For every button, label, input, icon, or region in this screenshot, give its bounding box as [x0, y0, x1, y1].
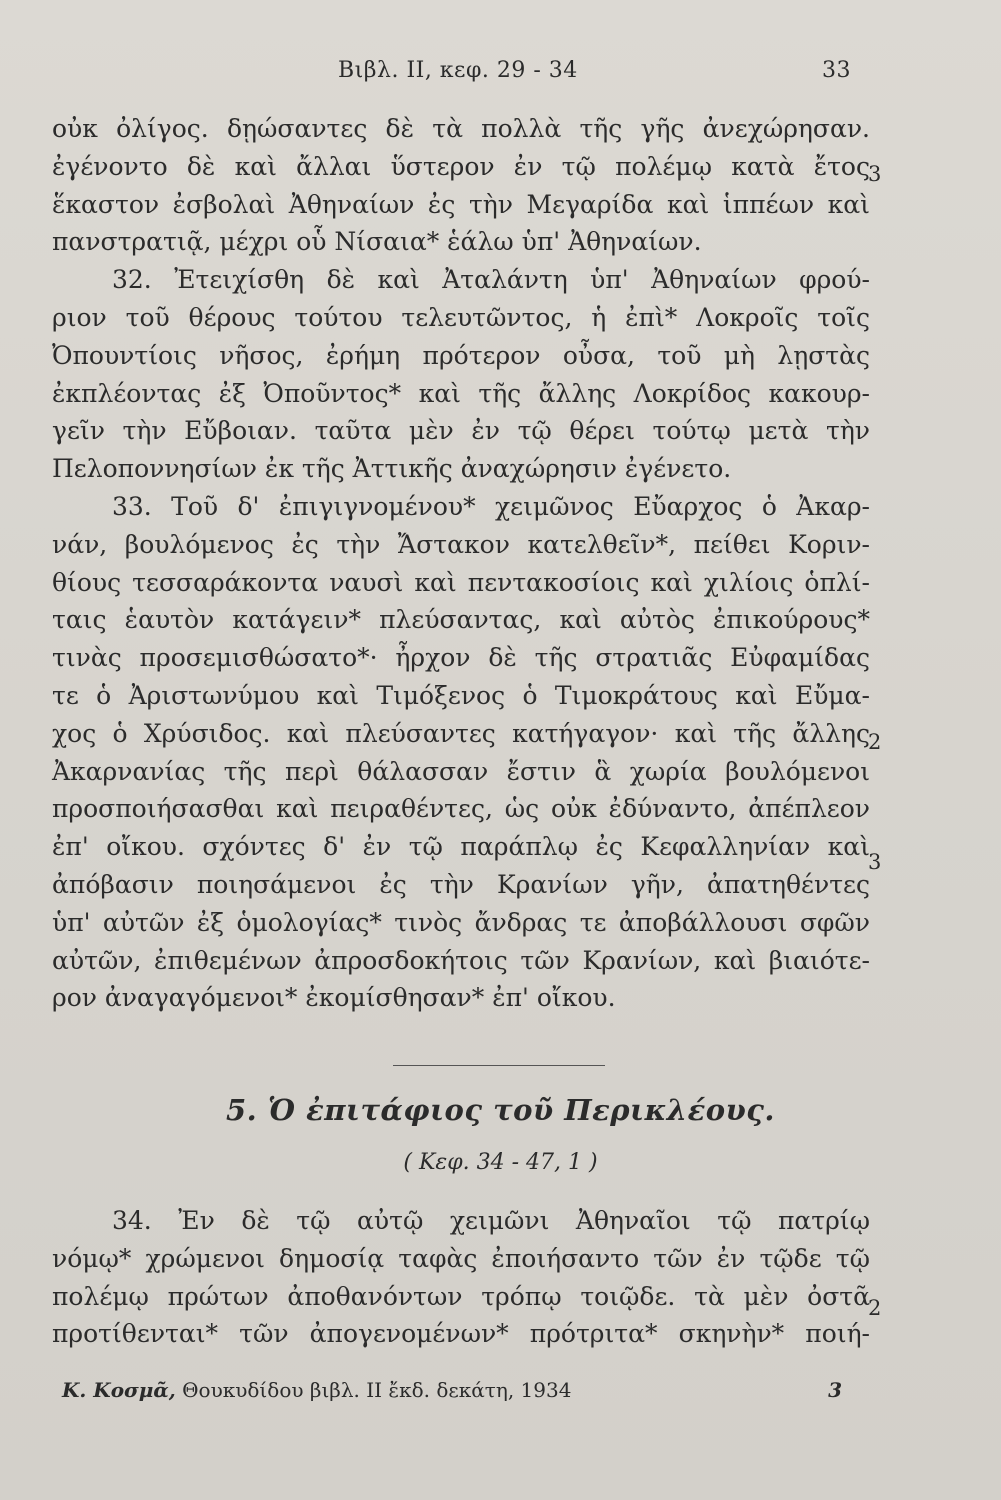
section-text: [52, 1202, 870, 1353]
text-line: τινὰς προσεμισθώσατο*· ἦρχον δὲ τῆς στρατιᾶς Εὐφαμίδας: [52, 643, 870, 673]
text-line: νόμῳ* χρώμενοι δημοσίᾳ ταφὰς ἐποιήσαντο τῶν ἐν τῷδε τῷ: [52, 1243, 870, 1273]
text-line: ταις ἑαυτὸν κατάγειν* πλεύσαντας, καὶ αὐτὸς ἐπικούρους*: [52, 605, 870, 635]
footer-citation: [62, 1378, 571, 1402]
text-line: Ἀκαρνανίας τῆς περὶ θάλασσαν ἔστιν ἃ χωρία βουλόμενοι: [52, 756, 870, 786]
margin-line-number: 2: [868, 1296, 882, 1320]
text-line: γεῖν τὴν Εὔβοιαν. ταῦτα μὲν ἐν τῷ θέρει τούτῳ μετὰ τὴν: [52, 416, 870, 446]
text-line: πανστρατιᾷ, μέχρι οὗ Νίσαια* ἑάλω ὑπ' Ἀθηναίων.: [52, 227, 702, 257]
text-line: ἕκαστον ἐσβολαὶ Ἀθηναίων ἐς τὴν Μεγαρίδα καὶ ἱππέων καὶ: [52, 189, 870, 219]
text-line: προτίθενται* τῶν ἀπογενομένων* πρότριτα* σκηνὴν* ποιή-: [52, 1319, 870, 1349]
text-line: αὐτῶν, ἐπιθεμένων ἀπροσδοκήτοις τῶν Κρανίων, καὶ βιαιότε-: [52, 945, 870, 975]
text-line: ὑπ' αὐτῶν ἐξ ὁμολογίας* τινὸς ἄνδρας τε ἀποβάλλουσι σφῶν: [52, 907, 870, 937]
margin-line-number: 3: [868, 850, 882, 874]
signature-mark: 3: [828, 1378, 842, 1402]
text-line: ἐγένοντο δὲ καὶ ἄλλαι ὕστερον ἐν τῷ πολέμῳ κατὰ ἔτος: [52, 151, 870, 181]
running-title: Βιβλ. II, κεφ. 29 - 34: [338, 58, 578, 83]
text-line: νάν, βουλόμενος ἐς τὴν Ἄστακον κατελθεῖν*, πείθει Κοριν-: [52, 529, 870, 559]
text-line: 33. Τοῦ δ' ἐπιγιγνομένου* χειμῶνος Εὔαρχος ὁ Ἀκαρ-: [112, 491, 870, 521]
page-number: 33: [822, 58, 851, 83]
text-line: 32. Ἐτειχίσθη δὲ καὶ Ἀταλάντη ὑπ' Ἀθηναίων φρού-: [112, 265, 870, 295]
section-title: 5. Ὁ ἐπιτάφιος τοῦ Περικλέους.: [226, 1093, 775, 1127]
text-line: οὐκ ὀλίγος. δῃώσαντες δὲ τὰ πολλὰ τῆς γῆς ἀνεχώρησαν.: [52, 114, 870, 143]
text-line: Ὀπουντίοις νῆσος, ἐρήμη πρότερον οὖσα, τοῦ μὴ λῃστὰς: [52, 340, 870, 370]
footer-citation-text: Θουκυδίδου βιβλ. II ἔκδ. δεκάτη, 1934: [182, 1378, 572, 1402]
main-text: [52, 110, 870, 1017]
section-subtitle: ( Κεφ. 34 - 47, 1 ): [403, 1150, 598, 1175]
text-line: ἐκπλέοντας ἐξ Ὀποῦντος* καὶ τῆς ἄλλης Λοκρίδος κακουρ-: [52, 378, 870, 408]
text-line: Πελοποννησίων ἐκ τῆς Ἀττικῆς ἀναχώρησιν ἐγένετο.: [52, 454, 732, 484]
page-footer: [62, 1378, 842, 1408]
margin-line-number: 2: [868, 730, 882, 754]
margin-line-number: 3: [868, 162, 882, 186]
text-line: ρον ἀναγαγόμενοι* ἐκομίσθησαν* ἐπ' οἴκου.: [52, 983, 616, 1013]
text-line: 34. Ἐν δὲ τῷ αὐτῷ χειμῶνι Ἀθηναῖοι τῷ πατρίῳ: [112, 1206, 870, 1235]
text-line: ριον τοῦ θέρους τούτου τελευτῶντος, ἡ ἐπὶ* Λοκροῖς τοῖς: [52, 302, 870, 332]
text-line: χος ὁ Χρύσιδος. καὶ πλεύσαντες κατήγαγον· καὶ τῆς ἄλλης: [52, 718, 870, 748]
section-divider: [393, 1065, 605, 1066]
text-line: προσποιήσασθαι καὶ πειραθέντες, ὡς οὐκ ἐδύναντο, ἀπέπλεον: [52, 794, 870, 824]
text-line: ἀπόβασιν ποιησάμενοι ἐς τὴν Κρανίων γῆν, ἀπατηθέντες: [52, 869, 870, 899]
running-header: [0, 58, 1001, 90]
text-line: τε ὁ Ἀριστωνύμου καὶ Τιμόξενος ὁ Τιμοκράτους καὶ Εὔμα-: [52, 680, 870, 710]
text-line: θίους τεσσαράκοντα ναυσὶ καὶ πεντακοσίοις καὶ χιλίοις ὁπλί-: [52, 567, 870, 597]
footer-author: Κ. Κοσμᾶ,: [62, 1378, 176, 1402]
text-line: πολέμῳ πρώτων ἀποθανόντων τρόπῳ τοιῷδε. τὰ μὲν ὀστᾶ: [52, 1281, 870, 1311]
text-line: ἐπ' οἴκου. σχόντες δ' ἐν τῷ παράπλῳ ἐς Κεφαλληνίαν καὶ: [52, 832, 870, 862]
